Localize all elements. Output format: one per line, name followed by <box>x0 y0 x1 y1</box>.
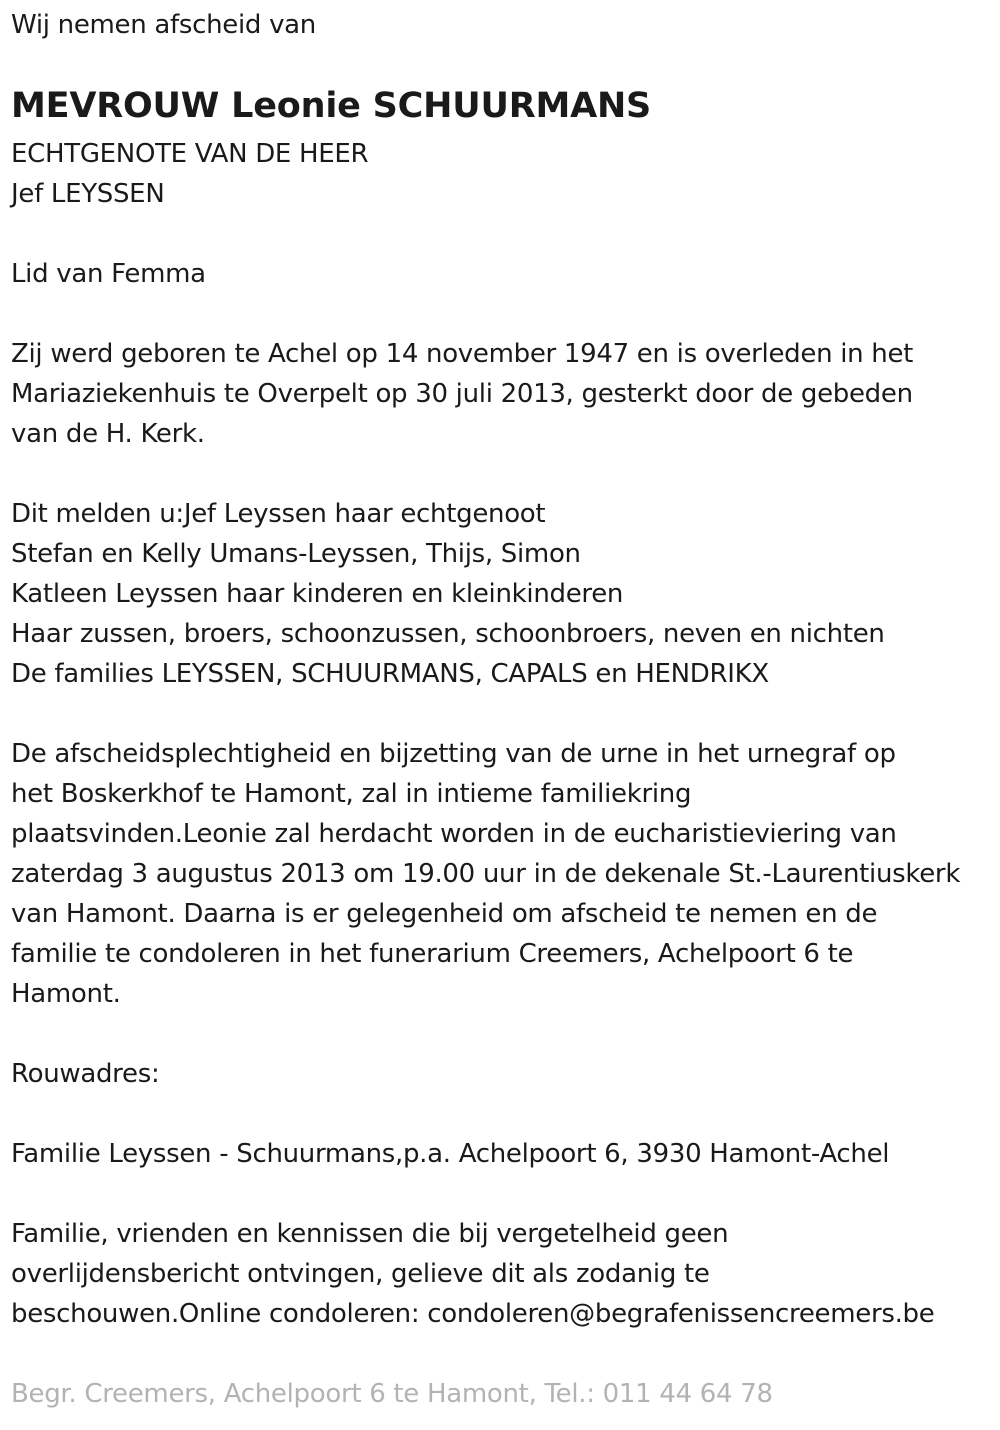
membership-text: Lid van Femma <box>11 259 206 289</box>
spouse-block <box>11 134 368 214</box>
paragraph-line: De afscheidsplechtigheid en bijzetting van de urne in het urnegraf op <box>11 739 896 769</box>
membership-block <box>11 254 206 294</box>
mourning-address-label: Rouwadres: <box>11 1059 160 1089</box>
birth-death-paragraph <box>11 334 913 454</box>
deceased-name: MEVROUW Leonie SCHUURMANS <box>11 86 652 126</box>
mourning-address-label-block <box>11 1054 159 1094</box>
paragraph-line: Mariaziekenhuis te Overpelt op 30 juli 2013, gesterkt door de gebeden <box>11 379 913 409</box>
family-line: Dit melden u:Jef Leyssen haar echtgenoot <box>11 499 546 529</box>
paragraph-line: zaterdag 3 augustus 2013 om 19.00 uur in de dekenale St.-Laurentiuskerk <box>11 859 961 889</box>
family-line: De families LEYSSEN, SCHUURMANS, CAPALS en HENDRIKX <box>11 659 769 689</box>
paragraph-line: Familie, vrienden en kennissen die bij vergetelheid geen <box>11 1219 729 1249</box>
family-line: Haar zussen, broers, schoonzussen, schoonbroers, neven en nichten <box>11 619 885 649</box>
paragraph-line: Zij werd geboren te Achel op 14 november 1947 en is overleden in het <box>11 339 914 369</box>
condolence-line: beschouwen.Online condoleren: condoleren@begrafenissencreemers.be <box>11 1299 935 1329</box>
paragraph-line: Hamont. <box>11 979 121 1009</box>
paragraph-line: plaatsvinden.Leonie zal herdacht worden in de eucharistieviering van <box>11 819 897 849</box>
mourning-address-block <box>11 1134 889 1174</box>
family-line: Stefan en Kelly Umans-Leyssen, Thijs, Simon <box>11 539 581 569</box>
spouse-title: ECHTGENOTE VAN DE HEER <box>11 139 369 169</box>
paragraph-line: overlijdensbericht ontvingen, gelieve dit als zodanig te <box>11 1259 710 1289</box>
paragraph-line: van de H. Kerk. <box>11 419 205 449</box>
family-line: Katleen Leyssen haar kinderen en kleinkinderen <box>11 579 624 609</box>
notice-paragraph <box>11 1214 934 1334</box>
funeral-home-footer: Begr. Creemers, Achelpoort 6 te Hamont, Tel.: 011 44 64 78 <box>11 1379 773 1409</box>
mourning-address: Familie Leyssen - Schuurmans,p.a. Achelpoort 6, 3930 Hamont-Achel <box>11 1139 890 1169</box>
family-announcement <box>11 494 885 694</box>
paragraph-line: het Boskerkhof te Hamont, zal in intieme familiekring <box>11 779 692 809</box>
paragraph-line: van Hamont. Daarna is er gelegenheid om afscheid te nemen en de <box>11 899 878 929</box>
ceremony-paragraph <box>11 734 960 1014</box>
paragraph-line: familie te condoleren in het funerarium Creemers, Achelpoort 6 te <box>11 939 854 969</box>
intro-text: Wij nemen afscheid van <box>11 10 316 40</box>
spouse-name: Jef LEYSSEN <box>11 179 165 209</box>
